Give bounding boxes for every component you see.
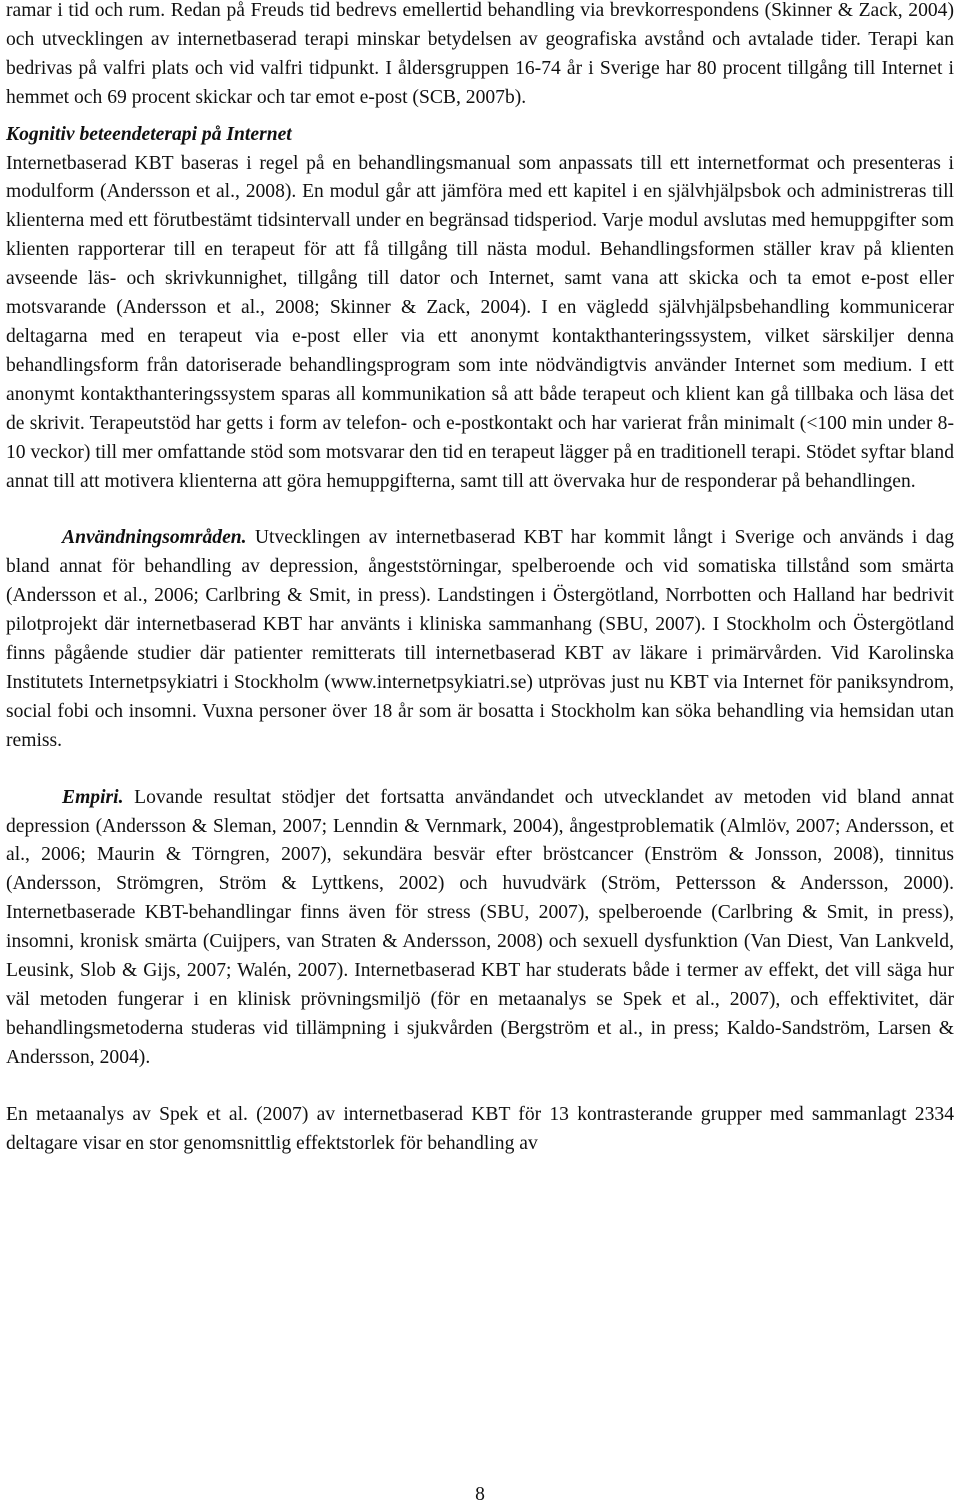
meta-analysis-paragraph: En metaanalys av Spek et al. (2007) av internetbaserad KBT för 13 kontrasterande grupper med sammanlagt 2334 deltagare visar en stor genomsnittlig effektstorlek för behandling av <box>6 1103 954 1154</box>
applications-paragraph <box>6 524 954 755</box>
applications-heading: Användningsområden. <box>62 527 247 549</box>
applications-body: Utvecklingen av internetbaserad KBT har kommit långt i Sverige och används i dag bland annat för behandling av depression, ångeststörningar, spelberoende och vid somatiska tillstånd som smärta (Andersson et al., 2006; Carlbring & Smit, in press). Landstingen i Östergötland, Norrbotten och Halland har bedrivit pilotprojekt där internetbaserad KBT har använts i kliniska sammanhang (SBU, 2007). I Stockholm och Östergötland finns pågående studier där patienter remitterats till internetbaserad KBT av läkare i primärvården. Vid Karolinska Institutets Internetpsykiatri i Stockholm (www.internetpsykiatri.se) utprövas just nu KBT via Internet för paniksyndrom, social fobi och insomni. Vuxna personer över 18 år som är bosatta i Stockholm kan söka behandling via hemsidan utan remiss. <box>6 527 954 751</box>
document-page <box>6 0 954 1159</box>
section-heading-kbt-internet: Kognitiv beteendeterapi på Internet <box>6 123 292 145</box>
empirics-heading: Empiri. <box>62 786 124 808</box>
empirics-body: Lovande resultat stödjer det fortsatta användandet och utvecklandet av metoden vid bland annat depression (Andersson & Sleman, 2007; Lenndin & Vernmark, 2004), ångestproblematik (Almlöv, 2007; Andersson, et al., 2006; Maurin & Törngren, 2007), sekundära besvär efter bröstcancer (Enström & Jonsson, 2008), tinnitus (Andersson, Strömgren, Ström & Lyttkens, 2002) och huvudvärk (Ström, Pettersson & Andersson, 2000). Internetbaserade KBT-behandlingar finns även för stress (SBU, 2007), spelberoende (Carlbring & Smit, in press), insomni, kronisk smärta (Cuijpers, van Straten & Andersson, 2008) och sexuell dysfunktion (Van Diest, Van Lankveld, Leusink, Slob & Gijs, 2007; Walén, 2007). Internetbaserad KBT har studerats både i termer av effekt, det vill säga hur väl metoden fungerar i en klinisk prövningsmiljö (för en metaanalys se Spek et al., 2007), och effektivitet, där behandlingsmetoderna studeras vid tillämpning i sjukvården (Bergström et al., in press; Kaldo-Sandström, Larsen & Andersson, 2004). <box>6 786 954 1068</box>
page-number: 8 <box>475 1484 485 1505</box>
intro-paragraph: ramar i tid och rum. Redan på Freuds tid bedrevs emellertid behandling via brevkorrespondens (Skinner & Zack, 2004) och utvecklingen av internetbaserad terapi minskar betydelsen av geografiska avstånd och avtalade tider. Terapi kan bedrivas på valfri plats och vid valfri tidpunkt. I åldersgruppen 16-74 år i Sverige har 80 procent tillgång till Internet i hemmet och 69 procent skickar och tar emot e-post (SCB, 2007b). <box>6 0 954 108</box>
empirics-paragraph <box>6 784 954 1073</box>
kbt-internet-paragraph: Internetbaserad KBT baseras i regel på en behandlingsmanual som anpassats till ett internetformat och presenteras i modulform (Andersson et al., 2008). En modul går att jämföra med ett kapitel i en självhjälpsbok och administreras till klienterna med ett förutbestämt tidsintervall under en begränsad tidsperiod. Varje modul avslutas med hemuppgifter som klienten rapporterar till en terapeut för att få tillgång till nästa modul. Behandlingsformen ställer krav på klienten avseende läs- och skrivkunnighet, tillgång till dator och Internet, samt vana att skicka och ta emot e-post eller motsvarande (Andersson et al., 2008; Skinner & Zack, 2004). I en vägledd självhjälpsbehandling kommunicerar deltagarna med en terapeut via e-post eller via ett anonymt kontakthanteringssystem, vilket särskiljer denna behandlingsform från datoriserade behandlingsprogram som inte nödvändigtvis använder Internet som medium. I ett anonymt kontakthanteringssystem sparas all kommunikation så att både terapeut och klient kan gå tillbaka och läsa det de skrivit. Terapeutstöd har getts i form av telefon- och e-postkontakt och har varierat från minimalt (<100 min under 8-10 veckor) till mer omfattande stöd som motsvarar den tid en terapeut lägger på en traditionell terapi. Stödet syftar bland annat till att motivera klienterna att göra hemuppgifterna, samt till att övervaka hur de responderar på behandlingen. <box>6 152 954 492</box>
